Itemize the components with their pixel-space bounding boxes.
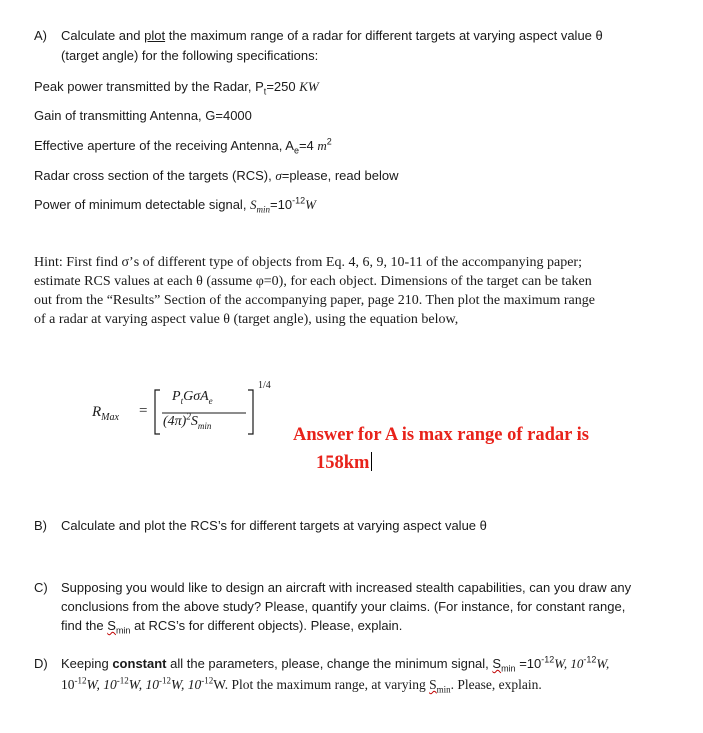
question-b-text: Calculate and plot the RCS’s for different targets at varying aspect value θ [61,518,487,533]
hint-line-4: of a radar at varying aspect value θ (target angle), using the equation below, [34,312,459,327]
equation-numerator: $P_tG\sigma A_e$ [172,389,213,406]
question-d-line2: $10^{-12}W$, $10^{-12}W$, $10^{-12}W$, $10^{-12}W$. Plot the maximum range, at varying $S_{min}$. Please, explain. [61,675,542,695]
hint-line-1: Hint: First find σ’s of different type of objects from Eq. 4, 6, 9, 10-11 of the accompanying paper; [34,255,582,270]
equation-exponent: 1/4 [258,380,271,391]
answer-line-1: Answer for A is max range of radar is [293,425,589,445]
spec-rcs: Radar cross section of the targets (RCS), σ=please, read below [34,168,399,183]
spec-min-signal: Power of minimum detectable signal, $S_{min}=10^{-12}W$ [34,195,316,215]
spec-aperture: Effective aperture of the receiving Antenna, $A_e=4$ $m^2$ [34,136,332,156]
question-c-line1: Supposing you would like to design an aircraft with increased stealth capabilities, can you draw any [61,580,632,595]
equation-equals: = [139,403,148,419]
question-d-label: D) [34,656,48,671]
question-c-line2: conclusions from the above study? Please, quantify your claims. (For instance, for constant range, [61,599,626,614]
spec-peak-power: Peak power transmitted by the Radar, $P_t=250$ KW [34,79,319,97]
question-a-line1: Calculate and plot the maximum range of a radar for different targets at varying aspect value θ [61,28,603,43]
question-c-label: C) [34,580,48,595]
question-a-label: A) [34,28,47,43]
hint-line-2: estimate RCS values at each θ (assume φ=0), for each object. Dimensions of the target can be taken [34,274,592,289]
question-d-line1: Keeping constant all the parameters, please, change the minimum signal, $S_{min} =10^{-12}W$, $10^{-12}W$, [61,654,610,674]
range-equation [92,380,277,440]
question-a-line2: (target angle) for the following specifications: [61,48,319,63]
equation-lhs: $R_{Max}$ [92,404,119,423]
question-c-line3: find the $S_{min}$ at RCS’s for different objects). Please, explain. [61,618,403,636]
spec-gain: Gain of transmitting Antenna, G=4000 [34,108,252,123]
answer-line-2: 158km [316,452,372,474]
hint-line-3: out from the “Results” Section of the accompanying paper, page 210. Then plot the maximum range [34,293,595,308]
text-cursor [371,452,372,471]
question-b-label: B) [34,518,47,533]
equation-denominator: $(4\pi)^2S_{min}$ [163,411,212,431]
